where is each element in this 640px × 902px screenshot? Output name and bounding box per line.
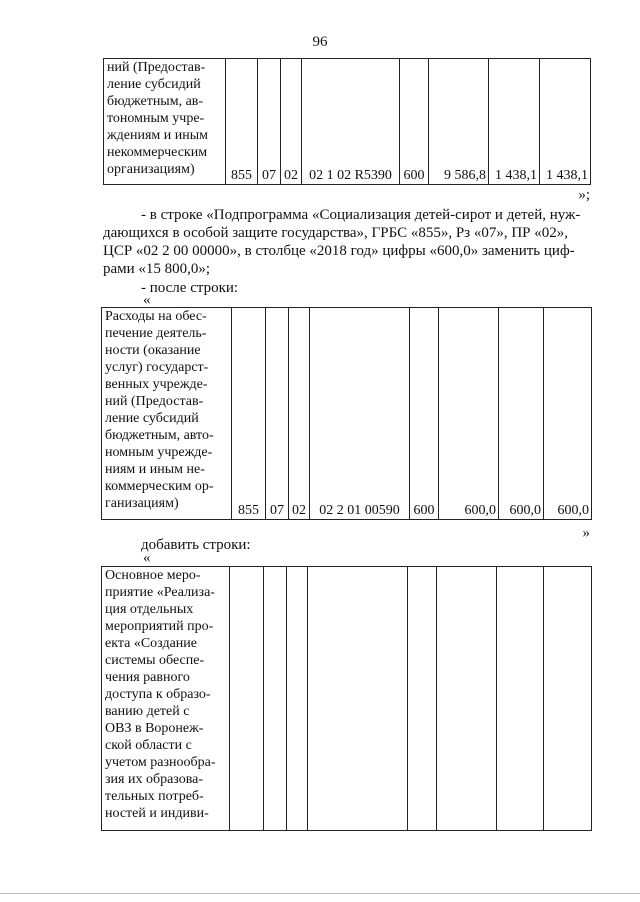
row-name-line: бюджетным, ав- <box>107 94 204 109</box>
vr-cell: 600 <box>410 308 439 520</box>
row-name-cell <box>102 567 230 831</box>
row-name-line: ностей и индиви- <box>105 806 209 821</box>
row-name-line: некоммерческим <box>107 145 208 160</box>
grbs-cell: 855 <box>232 308 266 520</box>
amount-cell <box>544 567 592 831</box>
row-name-line: печение деятель- <box>105 326 207 341</box>
row-name-line: тономным учре- <box>107 111 205 126</box>
row-name-line: ждениям и иным <box>107 128 209 143</box>
row-name-cell <box>104 59 226 185</box>
row-name-line: чения равного <box>105 670 190 685</box>
rz-cell <box>264 567 287 831</box>
budget-table-3 <box>101 566 592 831</box>
after-row-text: - после строки: <box>141 280 239 296</box>
page-edge-divider <box>0 893 640 894</box>
opening-quote: « <box>143 550 151 566</box>
amount-cell: 1 438,1 <box>540 59 591 185</box>
paragraph-line: рами «15 800,0»; <box>103 261 211 277</box>
vr-cell: 600 <box>400 59 429 185</box>
opening-quote: « <box>143 292 151 308</box>
row-name-line: организациям) <box>107 162 195 177</box>
row-name-line: номным учрежде- <box>105 445 213 460</box>
row-name-line: венных учрежде- <box>105 377 208 392</box>
pr-cell <box>287 567 308 831</box>
rz-cell: 07 <box>266 308 289 520</box>
row-name-line: учетом разнообра- <box>105 755 216 770</box>
row-name-cell <box>102 308 232 520</box>
table-row <box>102 567 592 831</box>
vr-cell <box>408 567 437 831</box>
amount-cell: 9 586,8 <box>429 59 489 185</box>
rz-cell: 07 <box>258 59 281 185</box>
budget-table-2 <box>101 307 592 520</box>
row-name-line: системы обеспе- <box>105 653 205 668</box>
row-name-line: зия их образова- <box>105 772 204 787</box>
amendment-paragraph <box>103 206 590 278</box>
row-name-line: доступа к образо- <box>105 687 211 702</box>
paragraph-line: дающихся в особой защите государства», ГРБС «855», Рз «07», ПР «02», <box>103 225 569 241</box>
row-name-line: тельных потреб- <box>105 789 204 804</box>
row-name-line: ганизациям) <box>105 496 179 511</box>
row-name-line: ция отдельных <box>105 602 194 617</box>
row-name-line: услуг) государст- <box>105 360 209 375</box>
csr-cell: 02 2 01 00590 <box>310 308 410 520</box>
row-name-line: ности (оказание <box>105 343 201 358</box>
row-name-line: ление субсидий <box>107 77 201 92</box>
csr-cell: 02 1 02 R5390 <box>302 59 400 185</box>
table-row <box>104 59 591 185</box>
row-name-line: ление субсидий <box>105 411 199 426</box>
amount-cell <box>497 567 544 831</box>
paragraph-line: - в строке «Подпрограмма «Социализация детей-сирот и детей, нуж- <box>141 207 581 223</box>
amount-cell: 600,0 <box>499 308 544 520</box>
grbs-cell <box>230 567 264 831</box>
closing-quote: » <box>582 525 590 541</box>
grbs-cell: 855 <box>226 59 258 185</box>
add-rows-text: добавить строки: <box>141 537 251 553</box>
row-name-line: ОВЗ в Воронеж- <box>105 721 204 736</box>
amount-cell: 1 438,1 <box>489 59 540 185</box>
amount-cell: 600,0 <box>544 308 592 520</box>
page-number: 96 <box>312 34 328 50</box>
pr-cell: 02 <box>281 59 302 185</box>
row-name-line: ванию детей с <box>105 704 190 719</box>
row-name-line: Основное меро- <box>105 568 201 583</box>
row-name-line: ний (Предостав- <box>107 60 206 75</box>
row-name-line: мероприятий про- <box>105 619 214 634</box>
row-name-line: приятие «Реализа- <box>105 585 215 600</box>
row-name-line: коммерческим ор- <box>105 479 214 494</box>
budget-table-1 <box>103 58 591 185</box>
amount-cell <box>437 567 497 831</box>
amount-cell: 600,0 <box>439 308 499 520</box>
pr-cell: 02 <box>289 308 310 520</box>
row-name-line: ний (Предостав- <box>105 394 204 409</box>
paragraph-line: ЦСР «02 2 00 00000», в столбце «2018 год» цифры «600,0» заменить циф- <box>103 243 575 259</box>
csr-cell <box>308 567 408 831</box>
row-name-line: ниям и иным не- <box>105 462 205 477</box>
row-name-line: Расходы на обес- <box>105 309 207 324</box>
table-row <box>102 308 592 520</box>
row-name-line: бюджетным, авто- <box>105 428 214 443</box>
closing-quote: »; <box>578 187 590 203</box>
row-name-line: ской области с <box>105 738 192 753</box>
row-name-line: екта «Создание <box>105 636 197 651</box>
